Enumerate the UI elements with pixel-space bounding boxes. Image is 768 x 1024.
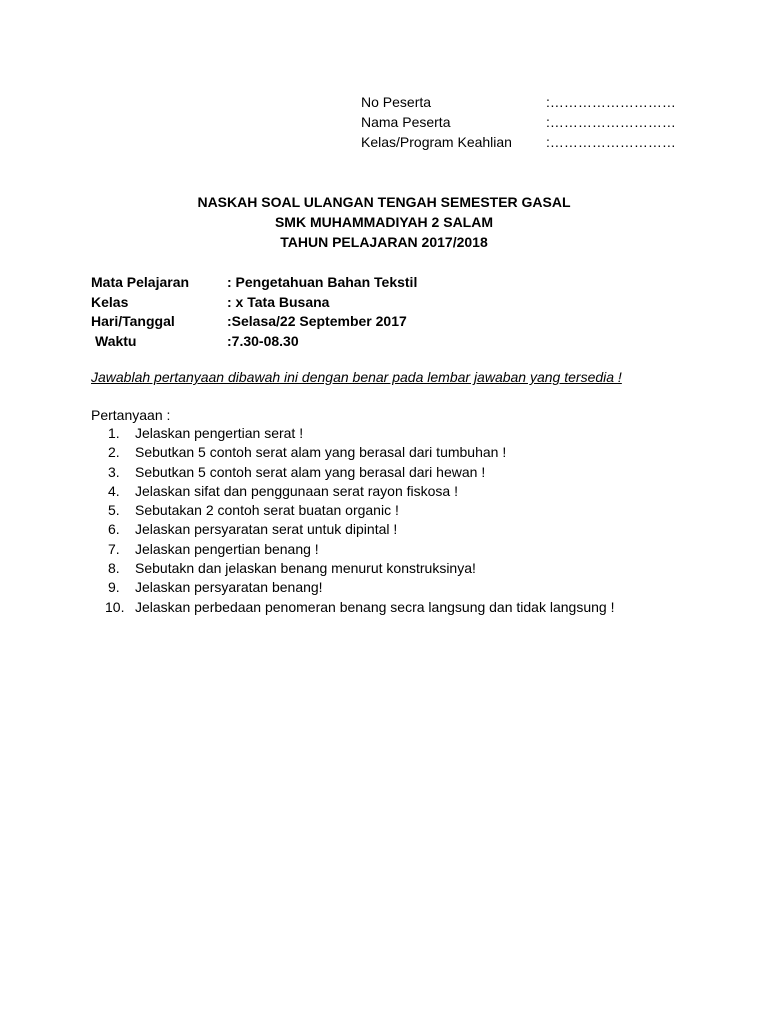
question-number: 10. — [105, 598, 125, 615]
class-value: : x Tata Busana — [227, 293, 330, 310]
question-item — [108, 559, 614, 578]
class-label: Kelas — [91, 293, 129, 310]
question-number: 4. — [108, 482, 120, 499]
participant-number-blank: :……………………… — [546, 94, 676, 110]
participant-name-label: Nama Peserta — [361, 114, 451, 130]
question-number: 9. — [108, 579, 120, 596]
question-item — [108, 482, 614, 501]
question-text: Jelaskan pengertian benang ! — [135, 540, 319, 557]
question-text: Jelaskan pengertian serat ! — [135, 425, 304, 441]
time-value: :7.30-08.30 — [227, 332, 299, 349]
class-row — [91, 293, 417, 313]
question-item — [108, 424, 614, 443]
question-item — [108, 578, 614, 597]
question-number: 3. — [108, 463, 120, 480]
question-number: 2. — [108, 444, 120, 461]
instruction-text: Jawablah pertanyaan dibawah ini dengan benar pada lembar jawaban yang tersedia ! — [91, 369, 622, 385]
participant-name-blank: :……………………… — [546, 114, 676, 130]
question-item — [108, 443, 614, 462]
participant-class-row — [361, 132, 676, 152]
time-label: Waktu — [95, 332, 137, 349]
subject-row — [91, 273, 417, 293]
participant-class-label: Kelas/Program Keahlian — [361, 134, 512, 150]
academic-year: TAHUN PELAJARAN 2017/2018 — [280, 234, 488, 250]
question-text: Jelaskan perbedaan penomeran benang secra langsung dan tidak langsung ! — [135, 598, 615, 615]
subject-label: Mata Pelajaran — [91, 274, 190, 290]
question-text: Jelaskan persyaratan benang! — [135, 579, 323, 596]
question-item — [108, 501, 614, 520]
exam-title-block — [0, 192, 768, 252]
question-item — [108, 463, 614, 482]
questions-heading: Pertanyaan : — [91, 407, 171, 423]
participant-class-blank: :……………………… — [546, 134, 676, 150]
question-item — [108, 520, 614, 539]
question-text: Sebutkan 5 contoh serat alam yang berasal dari hewan ! — [135, 463, 486, 480]
date-row — [91, 312, 417, 332]
participant-number-row — [361, 92, 676, 112]
question-text: Jelaskan persyaratan serat untuk dipintal ! — [135, 521, 398, 538]
subject-value: : Pengetahuan Bahan Tekstil — [227, 274, 418, 290]
question-number: 5. — [108, 502, 120, 519]
school-name: SMK MUHAMMADIYAH 2 SALAM — [274, 214, 494, 230]
question-number: 8. — [108, 560, 120, 577]
questions-list — [105, 424, 615, 617]
time-row — [91, 332, 417, 352]
question-item — [105, 598, 615, 617]
exam-info-block — [91, 273, 417, 351]
question-text: Sebutakn dan jelaskan benang menurut konstruksinya! — [135, 560, 476, 577]
participant-name-row — [361, 112, 676, 132]
participant-identity-block — [361, 92, 676, 152]
question-number: 7. — [108, 540, 120, 557]
question-text: Sebutakan 2 contoh serat buatan organic ! — [135, 502, 399, 519]
question-number: 6. — [108, 521, 120, 538]
date-value: :Selasa/22 September 2017 — [227, 313, 407, 329]
exam-title: NASKAH SOAL ULANGAN TENGAH SEMESTER GASAL — [197, 194, 571, 210]
question-number: 1. — [108, 425, 120, 441]
question-item — [108, 540, 614, 559]
question-text: Sebutkan 5 contoh serat alam yang berasal dari tumbuhan ! — [135, 444, 507, 461]
date-label: Hari/Tanggal — [91, 313, 175, 329]
question-text: Jelaskan sifat dan penggunaan serat rayon fiskosa ! — [135, 482, 458, 499]
participant-number-label: No Peserta — [361, 94, 432, 110]
